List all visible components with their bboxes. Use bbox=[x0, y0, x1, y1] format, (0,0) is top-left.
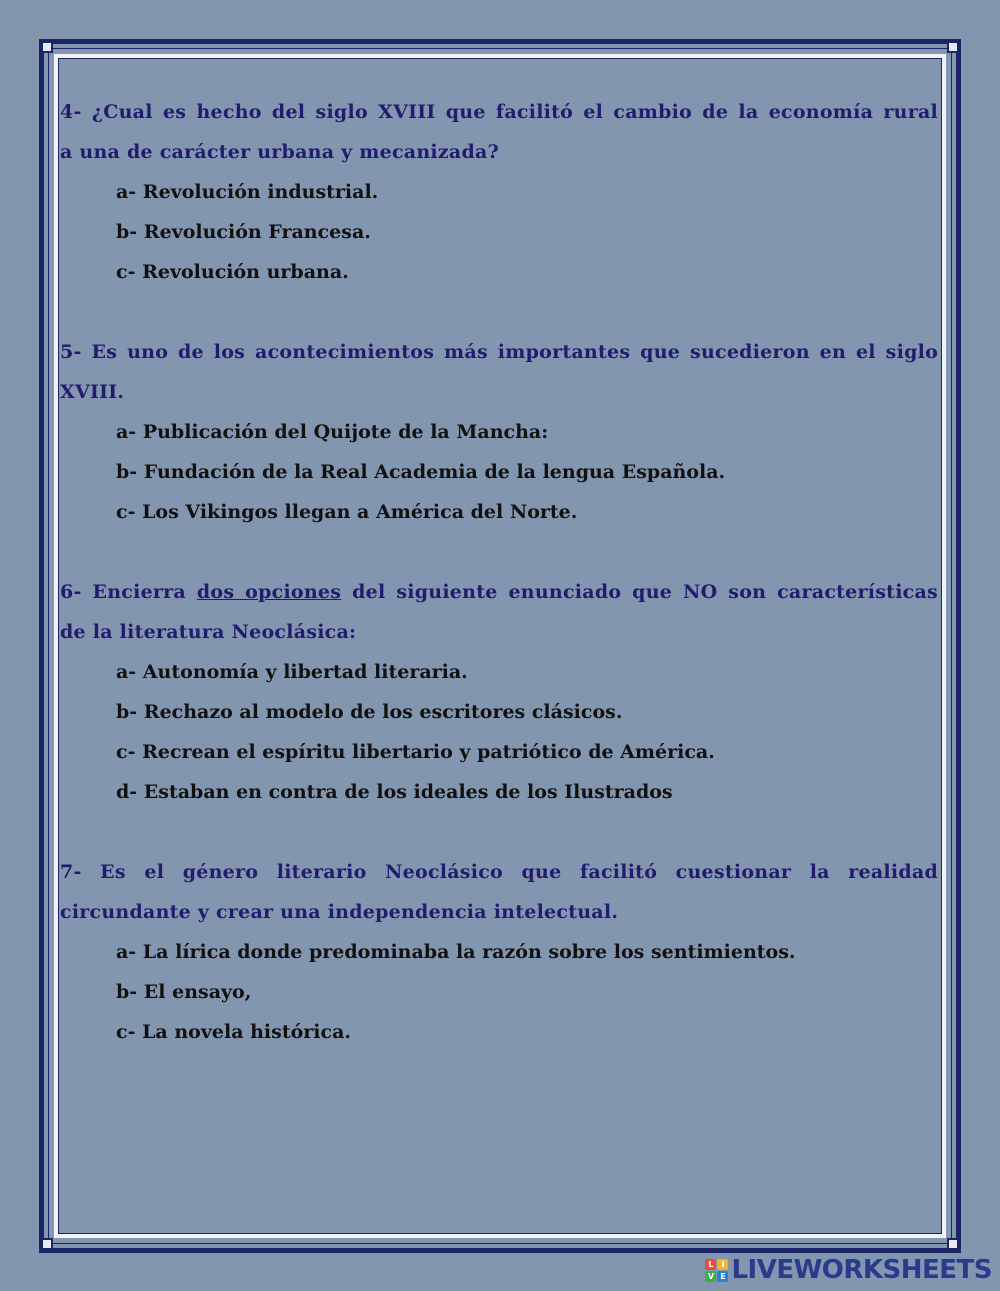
question-5-option-c[interactable]: c- Los Vikingos llegan a América del Norte. bbox=[116, 501, 578, 523]
question-7-option-a[interactable]: a- La lírica donde predominaba la razón sobre los sentimientos. bbox=[116, 941, 796, 963]
question-4 bbox=[60, 92, 938, 292]
liveworksheets-wordmark: LIVEWORKSHEETS bbox=[731, 1255, 992, 1285]
question-5-line-2: XVIII. bbox=[60, 381, 125, 403]
worksheet-content bbox=[60, 92, 938, 1052]
question-5-line-1: 5- Es uno de los acontecimientos más importantes que sucedieron en el siglo bbox=[60, 341, 938, 363]
logo-letter: V bbox=[705, 1271, 716, 1282]
question-7 bbox=[60, 852, 938, 1052]
frame-corner-bottom-right bbox=[947, 1238, 959, 1250]
question-6-option-c[interactable]: c- Recrean el espíritu libertario y patriótico de América. bbox=[116, 741, 715, 763]
liveworksheets-logo-icon bbox=[705, 1259, 728, 1282]
question-5-option-b[interactable]: b- Fundación de la Real Academia de la lengua Española. bbox=[116, 461, 726, 483]
spacer bbox=[60, 812, 938, 852]
frame-corner-top-right bbox=[947, 41, 959, 53]
logo-letter: L bbox=[705, 1259, 716, 1270]
question-4-line-1: 4- ¿Cual es hecho del siglo XVIII que facilitó el cambio de la economía rural bbox=[60, 101, 938, 123]
spacer bbox=[60, 532, 938, 572]
question-6-underlined: dos opciones bbox=[196, 581, 342, 603]
question-4-option-b[interactable]: b- Revolución Francesa. bbox=[116, 221, 371, 243]
question-6-line-2: de la literatura Neoclásica: bbox=[60, 621, 357, 643]
frame-corner-bottom-left bbox=[41, 1238, 53, 1250]
question-4-option-c[interactable]: c- Revolución urbana. bbox=[116, 261, 349, 283]
logo-letter: I bbox=[717, 1259, 728, 1270]
question-4-option-a[interactable]: a- Revolución industrial. bbox=[116, 181, 379, 203]
question-7-option-b[interactable]: b- El ensayo, bbox=[116, 981, 252, 1003]
question-4-line-2: a una de carácter urbana y mecanizada? bbox=[60, 141, 499, 163]
question-7-line-1: 7- Es el género literario Neoclásico que facilitó cuestionar la realidad bbox=[60, 861, 938, 883]
frame-corner-top-left bbox=[41, 41, 53, 53]
question-6-option-d[interactable]: d- Estaban en contra de los ideales de los Ilustrados bbox=[116, 781, 673, 803]
question-6-option-a[interactable]: a- Autonomía y libertad literaria. bbox=[116, 661, 468, 683]
question-6-prefix: 6- Encierra bbox=[60, 581, 197, 603]
question-7-option-c[interactable]: c- La novela histórica. bbox=[116, 1021, 352, 1043]
question-6-line-1 bbox=[60, 572, 938, 612]
question-5 bbox=[60, 332, 938, 532]
question-7-line-2: circundante y crear una independencia intelectual. bbox=[60, 901, 619, 923]
question-6-suffix: del siguiente enunciado que NO son características bbox=[341, 581, 938, 603]
question-5-option-a[interactable]: a- Publicación del Quijote de la Mancha: bbox=[116, 421, 549, 443]
spacer bbox=[60, 292, 938, 332]
question-6-option-b[interactable]: b- Rechazo al modelo de los escritores clásicos. bbox=[116, 701, 623, 723]
logo-letter: E bbox=[717, 1271, 728, 1282]
liveworksheets-branding[interactable] bbox=[705, 1255, 992, 1285]
question-6 bbox=[60, 572, 938, 812]
